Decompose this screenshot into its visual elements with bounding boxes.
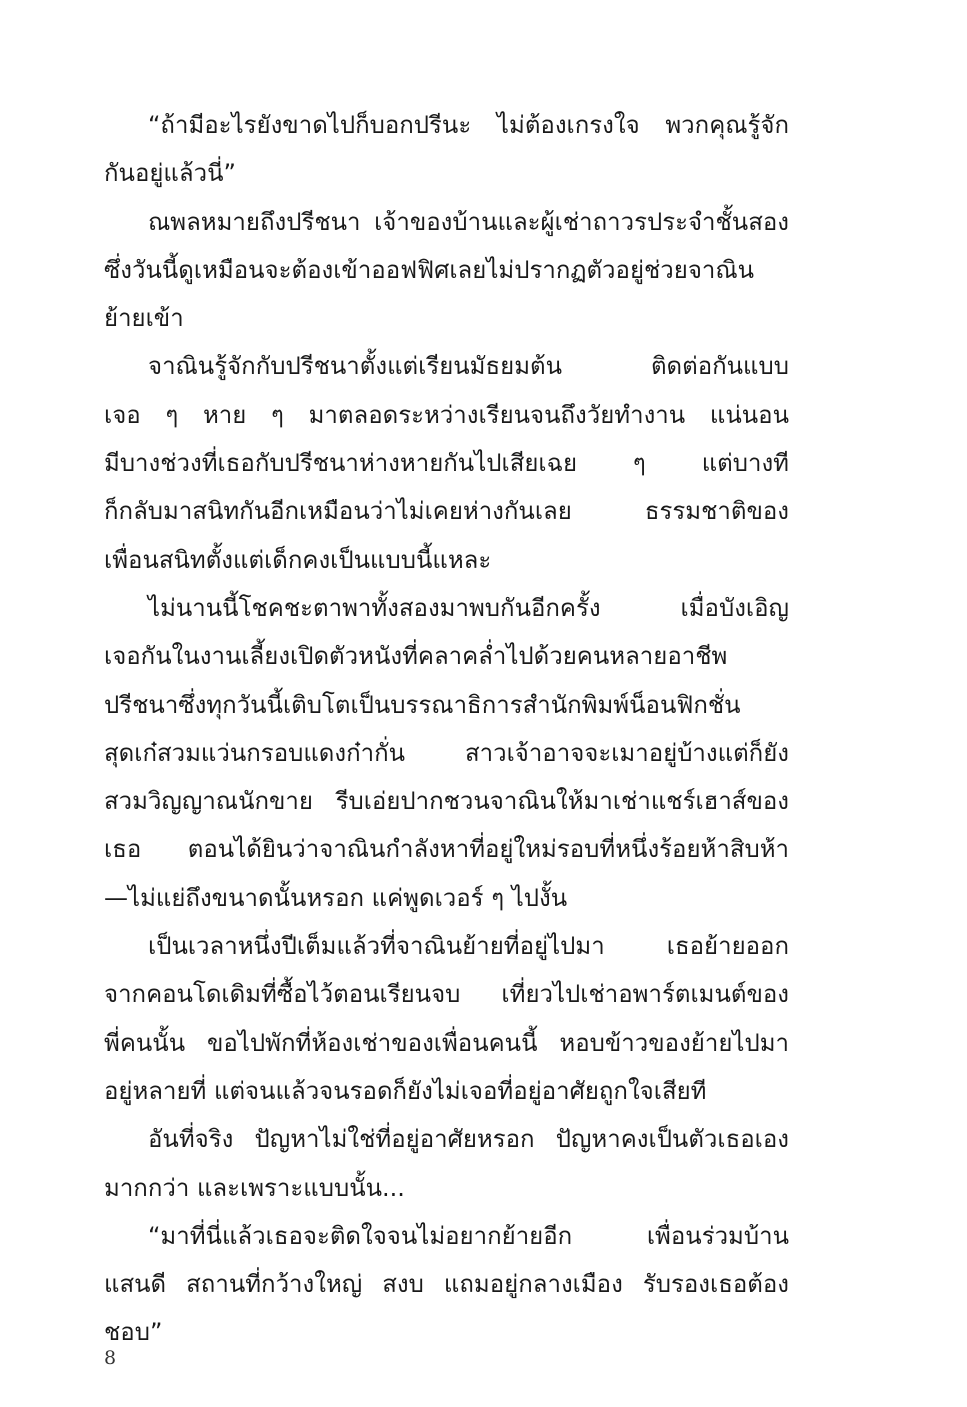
text-line: เจอ ๆ หาย ๆ มาตลอดระหว่างเรียนจนถึงวัยทำงาน แน่นอน — [104, 400, 789, 429]
text-line: เพื่อนสนิทตั้งแต่เด็กคงเป็นแบบนี้แหละ — [104, 545, 492, 574]
text-line: —ไม่แย่ถึงขนาดนั้นหรอก แค่พูดเวอร์ ๆ ไปงั้น — [104, 883, 568, 912]
body-text — [104, 101, 789, 1357]
paragraph — [104, 584, 789, 922]
text-line: มีบางช่วงที่เธอกับปรีชนาห่างหายกันไปเสียเฉย ๆ แต่บางที — [104, 449, 789, 478]
text-line: สวมวิญญาณนักขาย รีบเอ่ยปากชวนจาณินให้มาเช่าแชร์เฮาส์ของ — [104, 787, 789, 816]
text-line: สุดเก๋สวมแว่นกรอบแดงก๋ากั่น สาวเจ้าอาจจะเมาอยู่บ้างแต่ก็ยัง — [104, 738, 789, 767]
text-line: จากคอนโดเดิมที่ซื้อไว้ตอนเรียนจบ เที่ยวไปเช่าอพาร์ตเมนต์ของ — [104, 980, 789, 1009]
text-line: “ถ้ามีอะไรยังขาดไปก็บอกปรีนะ ไม่ต้องเกรงใจ พวกคุณรู้จัก — [148, 111, 789, 139]
text-line: พี่คนนั้น ขอไปพักที่ห้องเช่าของเพื่อนคนนี้ หอบข้าวของย้ายไปมา — [104, 1028, 789, 1057]
text-line: เป็นเวลาหนึ่งปีเต็มแล้วที่จาณินย้ายที่อยู่ไปมา เธอย้ายออก — [148, 932, 789, 961]
text-line: ย้ายเข้า — [104, 304, 184, 333]
text-line: ชอบ” — [104, 1318, 163, 1347]
text-line: อันที่จริง ปัญหาไม่ใช่ที่อยู่อาศัยหรอก ปัญหาคงเป็นตัวเธอเอง — [148, 1125, 789, 1154]
text-line: มากกว่า และเพราะแบบนั้น... — [104, 1173, 405, 1202]
text-line: ณพลหมายถึงปรีชนา เจ้าของบ้านและผู้เช่าถาวรประจำชั้นสอง — [148, 207, 789, 236]
paragraph — [104, 1212, 789, 1357]
text-line: เธอ ตอนได้ยินว่าจาณินกำลังหาที่อยู่ใหม่รอบที่หนึ่งร้อยห้าสิบห้า — [104, 835, 789, 864]
text-line: ก็กลับมาสนิทกันอีกเหมือนว่าไม่เคยห่างกันเลย ธรรมชาติของ — [104, 497, 789, 526]
text-line: เจอกันในงานเลี้ยงเปิดตัวหนังที่คลาคล่ำไปด้วยคนหลายอาชีพ — [104, 642, 728, 671]
text-line: แสนดี สถานที่กว้างใหญ่ สงบ แถมอยู่กลางเมือง รับรองเธอต้อง — [104, 1270, 789, 1299]
text-line: ปรีชนาซึ่งทุกวันนี้เติบโตเป็นบรรณาธิการสำนักพิมพ์น็อนฟิกชั่น — [104, 690, 741, 719]
text-line: จาณินรู้จักกับปรีชนาตั้งแต่เรียนมัธยมต้น ติดต่อกันแบบ — [148, 352, 789, 381]
text-line: “มาที่นี่แล้วเธอจะติดใจจนไม่อยากย้ายอีก เพื่อนร่วมบ้าน — [148, 1221, 789, 1250]
text-line: ไม่นานนี้โชคชะตาพาทั้งสองมาพบกันอีกครั้ง เมื่อบังเอิญ — [148, 593, 789, 622]
paragraph — [104, 101, 789, 198]
paragraph — [104, 198, 789, 343]
text-line: ซึ่งวันนี้ดูเหมือนจะต้องเข้าออฟฟิศเลยไม่ปรากฏตัวอยู่ช่วยจาณิน — [104, 255, 755, 284]
paragraph — [104, 922, 789, 1115]
page-number: 8 — [104, 1347, 117, 1369]
paragraph — [104, 1115, 789, 1212]
paragraph — [104, 342, 789, 583]
text-line: อยู่หลายที่ แต่จนแล้วจนรอดก็ยังไม่เจอที่อยู่อาศัยถูกใจเสียที — [104, 1076, 707, 1105]
text-line: กันอยู่แล้วนี่” — [104, 159, 236, 188]
